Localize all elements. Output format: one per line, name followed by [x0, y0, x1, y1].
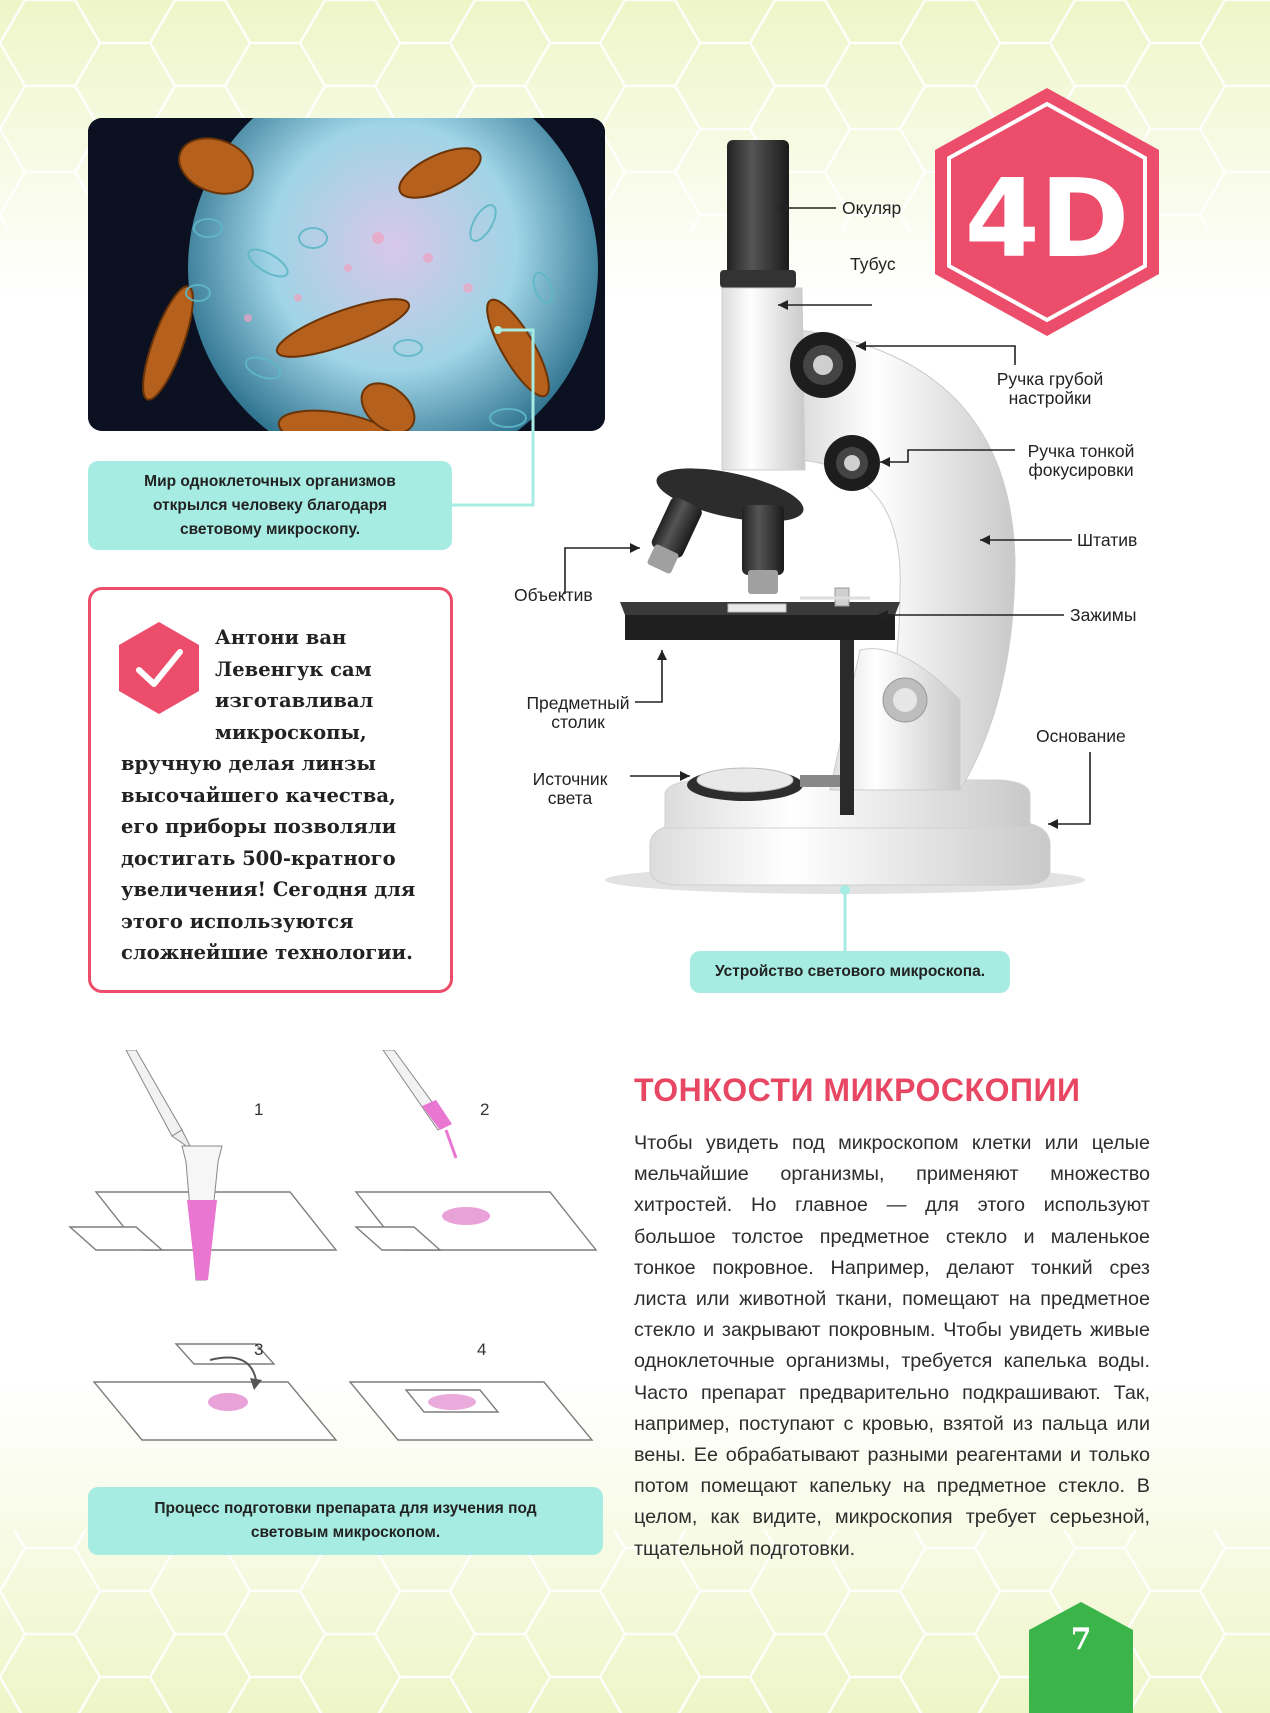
step-number-2: 2	[480, 1100, 490, 1119]
label-stage: Предметный столик	[526, 693, 630, 732]
section-body: Чтобы увидеть под микроскопом клетки или целые мельчайшие организмы, применяют множество хитростей. Но главное — для этого используют большое толстое предметное стекло и маленькое тонкое покровное. Например, делают тонкий срез листа или животной ткани, помещают на предметное стекло и закрывают покровным. Чтобы увидеть живые одноклеточные организмы, требуется капелька воды. Часто препарат предварительно подкрашивают. Так, например, поступают с кровью, взятой из пальца или вены. Ее обрабатывают разными реагентами и только потом помещают капельку на предметное стекло. В целом, как видите, микроскопия требует серьезной, тщательной подготовки.	[634, 1132, 1150, 1560]
preparation-steps-illustration	[60, 1050, 620, 1460]
microscope-caption: Устройство светового микроскопа.	[690, 951, 1010, 993]
badge-text: 4D	[964, 157, 1130, 282]
label-clips: Зажимы	[1070, 605, 1137, 625]
step-number-1: 1	[254, 1100, 264, 1119]
photo-caption: Мир одноклеточных организмов открылся человеку благодаря световому микроскопу.	[88, 461, 452, 550]
page-number: 7	[1070, 1622, 1092, 1657]
label-eyepiece: Окуляр	[842, 198, 902, 218]
step-number-4: 4	[477, 1340, 487, 1359]
fact-text: Антони ван Левенгук сам изготавливал микроскопы, вручную делая линзы высочайшего качества, его приборы позволяли достигать 500-кратного увеличения! Сегодня для этого используются сложнейшие технологии.	[121, 626, 416, 964]
label-light-source: Источник света	[532, 769, 608, 808]
label-tube: Тубус	[850, 254, 896, 274]
label-arm: Штатив	[1077, 530, 1138, 550]
label-objective: Объектив	[514, 585, 593, 605]
section-title: ТОНКОСТИ МИКРОСКОПИИ	[634, 1072, 1081, 1108]
label-coarse-knob: Ручка грубой настройки	[996, 369, 1104, 408]
label-base: Основание	[1036, 726, 1126, 746]
preparation-caption: Процесс подготовки препарата для изучения под световым микроскопом.	[88, 1487, 603, 1555]
label-fine-knob: Ручка тонкой фокусировки	[1027, 441, 1135, 480]
step-number-3: 3	[254, 1340, 264, 1359]
